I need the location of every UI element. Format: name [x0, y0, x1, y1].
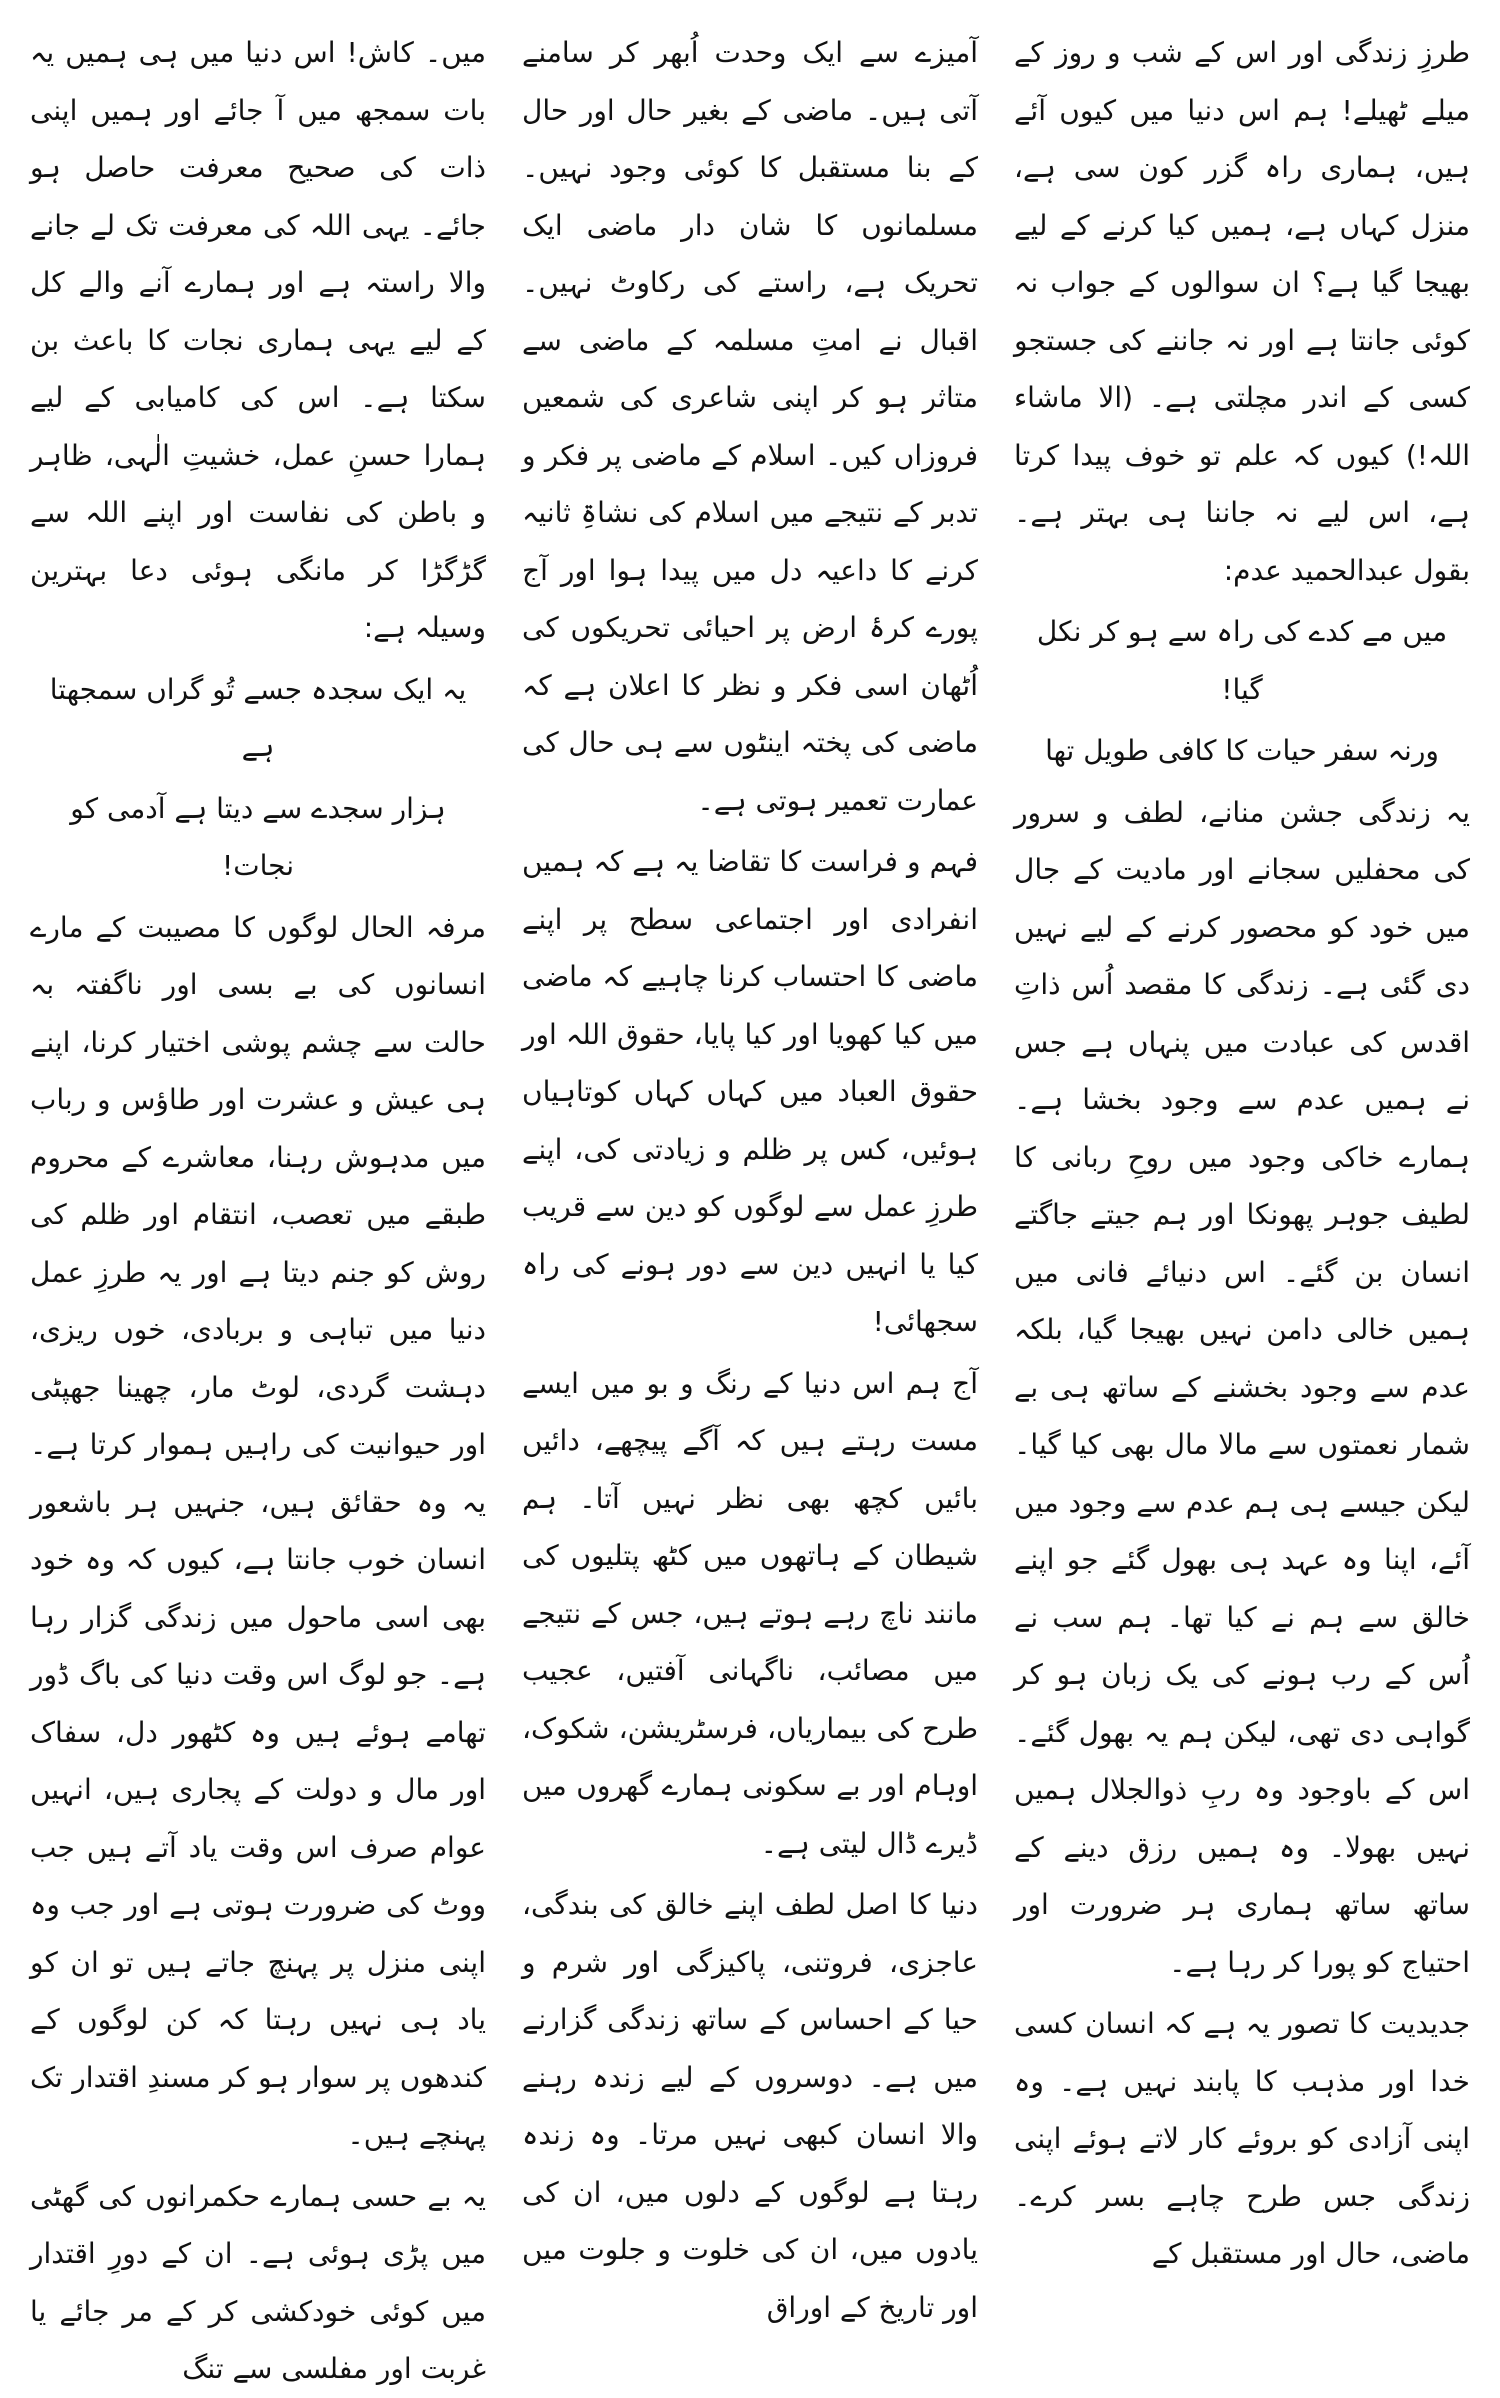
verse-line: ہزار سجدے سے دیتا ہے آدمی کو نجات! [70, 791, 446, 882]
paragraph: فہم و فراست کا تقاضا یہ ہے کہ ہمیں انفرادی اور اجتماعی سطح پر اپنے ماضی کا احتساب کرنا چاہیے کہ ماضی میں کیا کھویا اور کیا پایا، حقوق اللہ اور حقوق العباد میں کہاں کہاں کوتاہیاں ہوئیں، کس پر ظلم و زیادتی کی، اپنے طرزِ عمل سے لوگوں کو دین سے قریب کیا یا انہیں دین سے دور ہونے کی راہ سجھائی! [522, 845, 978, 1338]
verse-line: یہ ایک سجدہ جسے تُو گراں سمجھتا ہے [49, 672, 467, 763]
paragraph: جدیدیت کا تصور یہ ہے کہ انسان کسی خدا اور مذہب کا پابند نہیں ہے۔ وہ اپنی آزادی کو بروئے کار لاتے ہوئے اپنی زندگی جس طرح چاہے بسر کرے۔ ماضی، حال اور مستقبل کے [1014, 2007, 1470, 2270]
verse-line: ورنہ سفر حیات کا کافی طویل تھا [1045, 734, 1439, 767]
paragraph: دنیا کا اصل لطف اپنے خالق کی بندگی، عاجزی، فروتنی، پاکیزگی اور شرم و حیا کے احساس کے ساتھ زندگی گزارنے میں ہے۔ دوسروں کے لیے زندہ رہنے والا انسان کبھی نہیں مرتا۔ وہ زندہ رہتا ہے لوگوں کے دلوں میں، ان کی یادوں میں، ان کی خلوت و جلوت میں اور تاریخ کے اوراق [522, 1888, 978, 2324]
verse-line: میں مے کدے کی راہ سے ہو کر نکل گیا! [1036, 615, 1448, 706]
paragraph: مرفہ الحال لوگوں کا مصیبت کے مارے انسانوں کی بے بسی اور ناگفتہ بہ حالت سے چشم پوشی اختیار کرنا، اپنے ہی عیش و عشرت اور طاؤس و رباب میں مدہوش رہنا، معاشرے کے محروم طبقے میں تعصب، انتقام اور ظلم کی روش کو جنم دیتا ہے اور یہ طرزِ عمل دنیا میں تباہی و بربادی، خوں ریزی، دہشت گردی، لوٹ مار، چھینا جھپٹی اور حیوانیت کی راہیں ہموار کرتا ہے۔ یہ وہ حقائق ہیں، جنہیں ہر باشعور انسان خوب جانتا ہے، کیوں کہ وہ خود بھی اسی ماحول میں زندگی گزار رہا ہے۔ جو لوگ اس وقت دنیا کی باگ ڈور تھامے ہوئے ہیں وہ کٹھور دل، سفاک اور مال و دولت کے پجاری ہیں، انہیں عوام صرف اس وقت یاد آتے ہیں جب ووٹ کی ضرورت ہوتی ہے اور جب وہ اپنی منزل پر پہنچ جاتے ہیں تو ان کو یاد ہی نہیں رہتا کہ کن لوگوں کے کندھوں پر سوار ہو کر مسندِ اقتدار تک پہنچے ہیں۔ [30, 910, 486, 2151]
paragraph: طرزِ زندگی اور اس کے شب و روز کے میلے ٹھیلے! ہم اس دنیا میں کیوں آئے ہیں، ہماری راہ گزر کون سی ہے، منزل کہاں ہے، ہمیں کیا کرنے کے لیے بھیجا گیا ہے؟ ان سوالوں کے جواب نہ کوئی جانتا ہے اور نہ جاننے کی جستجو کسی کے اندر مچلتی ہے۔ (الا ماشاء اللہ!) کیوں کہ علم تو خوف پیدا کرتا ہے، اس لیے نہ جاننا ہی بہتر ہے۔ بقول عبدالحمید عدم: [1014, 36, 1470, 587]
paragraph: آج ہم اس دنیا کے رنگ و بو میں ایسے مست رہتے ہیں کہ آگے پیچھے، دائیں بائیں کچھ بھی نظر نہیں آتا۔ ہم شیطان کے ہاتھوں میں کٹھ پتلیوں کی مانند ناچ رہے ہوتے ہیں، جس کے نتیجے میں مصائب، ناگہانی آفتیں، عجیب طرح کی بیماریاں، فرسٹریشن، شکوک، اوہام اور بے سکونی ہمارے گھروں میں ڈیرے ڈال لیتی ہے۔ [522, 1366, 978, 1860]
paragraph: یہ زندگی جشن منانے، لطف و سرور کی محفلیں سجانے اور مادیت کے جال میں خود کو محصور کرنے کے لیے نہیں دی گئی ہے۔ زندگی کا مقصد اُس ذاتِ اقدس کی عبادت میں پنہاں ہے جس نے ہمیں عدم سے وجود بخشا ہے۔ ہمارے خاکی وجود میں روحِ ربانی کا لطیف جوہر پھونکا اور ہم جیتے جاگتے انسان بن گئے۔ اس دنیائے فانی میں ہمیں خالی دامن نہیں بھیجا گیا، بلکہ عدم سے وجود بخشنے کے ساتھ ہی بے شمار نعمتوں سے مالا مال بھی کیا گیا۔ لیکن جیسے ہی ہم عدم سے وجود میں آئے، اپنا وہ عہد ہی بھول گئے جو اپنے خالق سے ہم نے کیا تھا۔ ہم سب نے اُس کے رب ہونے کی یک زبان ہو کر گواہی دی تھی، لیکن ہم یہ بھول گئے۔ اس کے باوجود وہ ربِ ذوالجلال ہمیں نہیں بھولا۔ وہ ہمیں رزق دینے کے ساتھ ساتھ ہماری ہر ضرورت اور احتیاج کو پورا کر رہا ہے۔ [1014, 795, 1470, 1979]
text-column-right [1014, 24, 1470, 2270]
text-column-middle [522, 24, 978, 2324]
text-column-left [30, 24, 486, 2385]
paragraph: میں۔ کاش! اس دنیا میں ہی ہمیں یہ بات سمجھ میں آ جائے اور ہمیں اپنی ذات کی صحیح معرفت حاصل ہو جائے۔ یہی اللہ کی معرفت تک لے جانے والا راستہ ہے اور ہمارے آنے والے کل کے لیے یہی ہماری نجات کا باعث بن سکتا ہے۔ اس کی کامیابی کے لیے ہمارا حسنِ عمل، خشیتِ الٰہی، ظاہر و باطن کی نفاست اور اپنے اللہ سے گڑگڑا کر مانگی ہوئی دعا بہترین وسیلہ ہے: [30, 36, 486, 644]
paragraph: یہ بے حسی ہمارے حکمرانوں کی گھٹی میں پڑی ہوئی ہے۔ ان کے دورِ اقتدار میں کوئی خودکشی کر کے مر جائے یا غربت اور مفلسی سے تنگ [30, 2179, 486, 2385]
paragraph: آمیزے سے ایک وحدت اُبھر کر سامنے آتی ہیں۔ ماضی کے بغیر حال اور حال کے بنا مستقبل کا کوئی وجود نہیں۔ مسلمانوں کا شان دار ماضی ایک تحریک ہے، راستے کی رکاوٹ نہیں۔ اقبال نے امتِ مسلمہ کے ماضی سے متاثر ہو کر اپنی شاعری کی شمعیں فروزاں کیں۔ اسلام کے ماضی پر فکر و تدبر کے نتیجے میں اسلام کی نشاۃِ ثانیہ کرنے کا داعیہ دل میں پیدا ہوا اور آج پورے کرۂ ارض پر احیائی تحریکوں کی اُٹھان اسی فکر و نظر کا اعلان ہے کہ ماضی کی پختہ اینٹوں سے ہی حال کی عمارت تعمیر ہوتی ہے۔ [522, 36, 978, 817]
